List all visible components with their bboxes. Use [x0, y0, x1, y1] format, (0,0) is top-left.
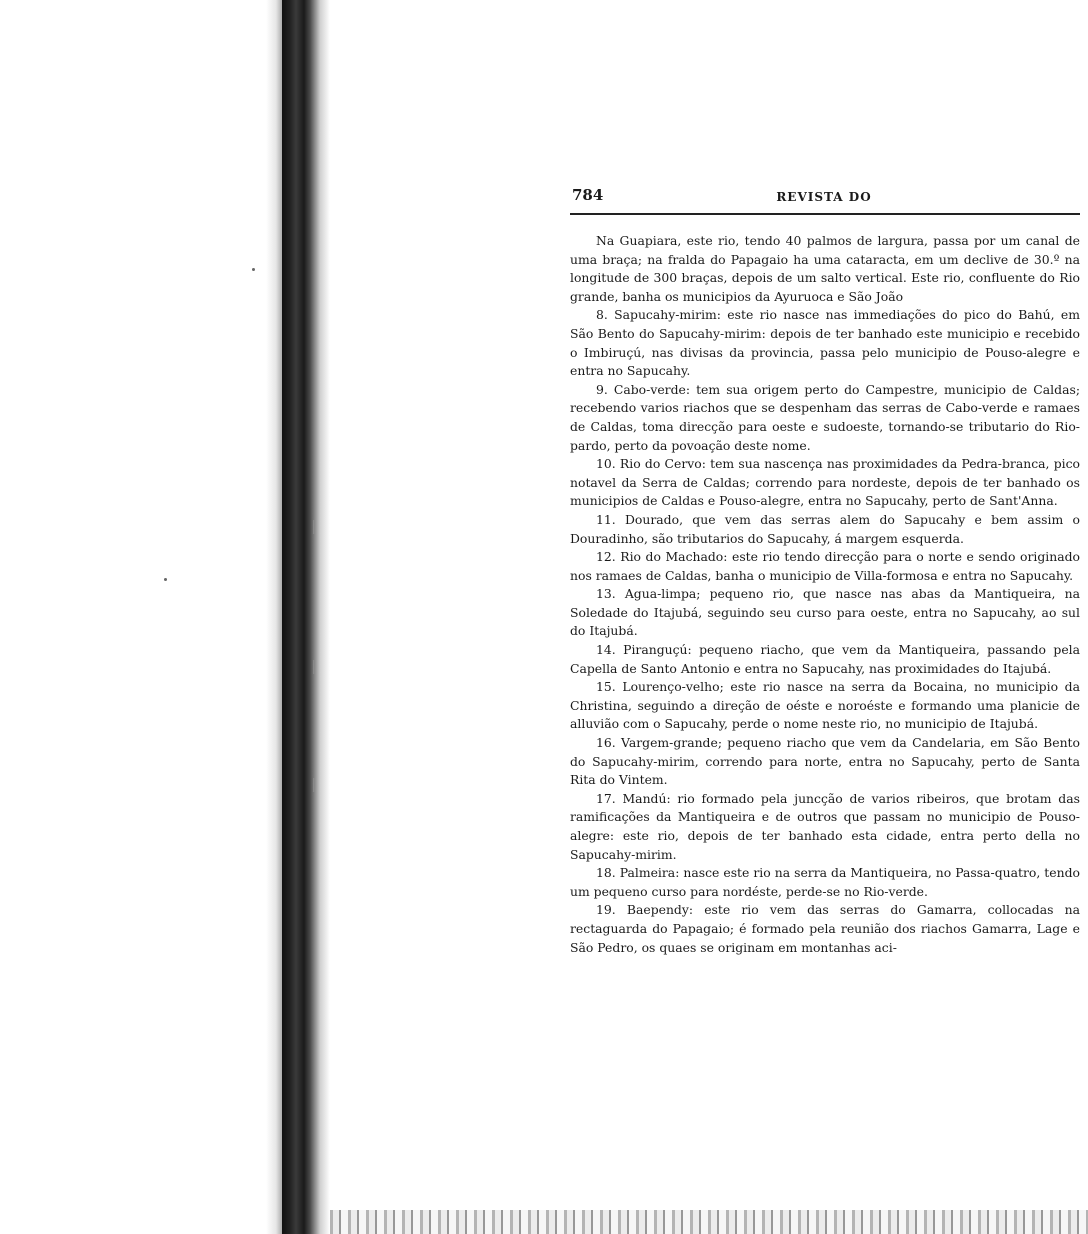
paragraph: 9. Cabo-verde: tem sua origem perto do Campestre, municipio de Caldas; recebendo varios riachos que se despenham das serras de Cabo-verde e ramaes de Caldas, toma direcção para oeste e sudoeste, tornando-se tributario do Rio-pardo, perto da povoação deste nome. [570, 381, 1080, 453]
scan-mark [313, 660, 315, 674]
page-header [570, 186, 1078, 212]
paragraph: 14. Piranguçú: pequeno riacho, que vem da Mantiqueira, passando pela Capella de Santo Antonio e entra no Sapucahy, nas proximidades do Itajubá. [570, 642, 1080, 676]
page-bottom-edge [330, 1210, 1088, 1234]
book-spine [282, 0, 330, 1234]
running-head: REVISTA DO [776, 190, 872, 204]
scan-speck [252, 268, 255, 271]
scan-mark [313, 520, 315, 534]
paragraph: 12. Rio do Machado: este rio tendo direcção para o norte e sendo originado nos ramaes de Caldas, banha o municipio de Villa-formosa e entra no Sapucahy. [570, 549, 1080, 583]
page-body [570, 232, 1080, 957]
scan-mark [313, 778, 315, 792]
paragraph: 8. Sapucahy-mirim: este rio nasce nas immediações do pico do Bahú, em São Bento do Sapucahy-mirim: depois de ter banhado este municipio e recebido o Imbiruçú, nas divisas da provincia, passa pelo municipio de Pouso-alegre e entra no Sapucahy. [570, 307, 1080, 379]
scan-speck [164, 578, 167, 581]
paragraph: 15. Lourenço-velho; este rio nasce na serra da Bocaina, no municipio da Christina, seguindo a direção de oéste e noroéste e formando uma planicie de alluvião com o Sapucahy, perde o nome neste rio, no municipio de Itajubá. [570, 679, 1080, 732]
paragraph: 19. Baependy: este rio vem das serras do Gamarra, collocadas na rectaguarda do Papagaio; é formado pela reunião dos riachos Gamarra, Lage e São Pedro, os quaes se originam em montanhas aci- [570, 902, 1080, 955]
paragraph: 16. Vargem-grande; pequeno riacho que vem da Candelaria, em São Bento do Sapucahy-mirim, correndo para norte, entra no Sapucahy, perto de Santa Rita do Vintem. [570, 735, 1080, 788]
page-number: 784 [572, 186, 604, 204]
paragraph: 17. Mandú: rio formado pela juncção de varios ribeiros, que brotam das ramificações da Mantiqueira e de outros que passam no municipio de Pouso-alegre: este rio, depois de ter banhado esta cidade, entra perto della no Sapucahy-mirim. [570, 790, 1080, 862]
paragraph: 10. Rio do Cervo: tem sua nascença nas proximidades da Pedra-branca, pico notavel da Serra de Caldas; correndo para nordeste, depois de ter banhado os municipios de Caldas e Pouso-alegre, entra no Sapucahy, perto de Sant'Anna. [570, 456, 1080, 509]
paragraph: 18. Palmeira: nasce este rio na serra da Mantiqueira, no Passa-quatro, tendo um pequeno curso para nordéste, perde-se no Rio-verde. [570, 865, 1080, 899]
paragraph: 13. Agua-limpa; pequeno rio, que nasce nas abas da Mantiqueira, na Soledade do Itajubá, seguindo seu curso para oeste, entra no Sapucahy, ao sul do Itajubá. [570, 586, 1080, 639]
paragraph: 11. Dourado, que vem das serras alem do Sapucahy e bem assim o Douradinho, são tributarios do Sapucahy, á margem esquerda. [570, 511, 1080, 546]
header-rule [570, 213, 1080, 215]
paragraph: Na Guapiara, este rio, tendo 40 palmos de largura, passa por um canal de uma braça; na fralda do Papagaio ha uma cataracta, em um declive de 30.º na longitude de 300 braças, depois de um salto vertical. Este rio, confluente do Rio grande, banha os municipios da Ayuruoca e São João [570, 233, 1080, 304]
